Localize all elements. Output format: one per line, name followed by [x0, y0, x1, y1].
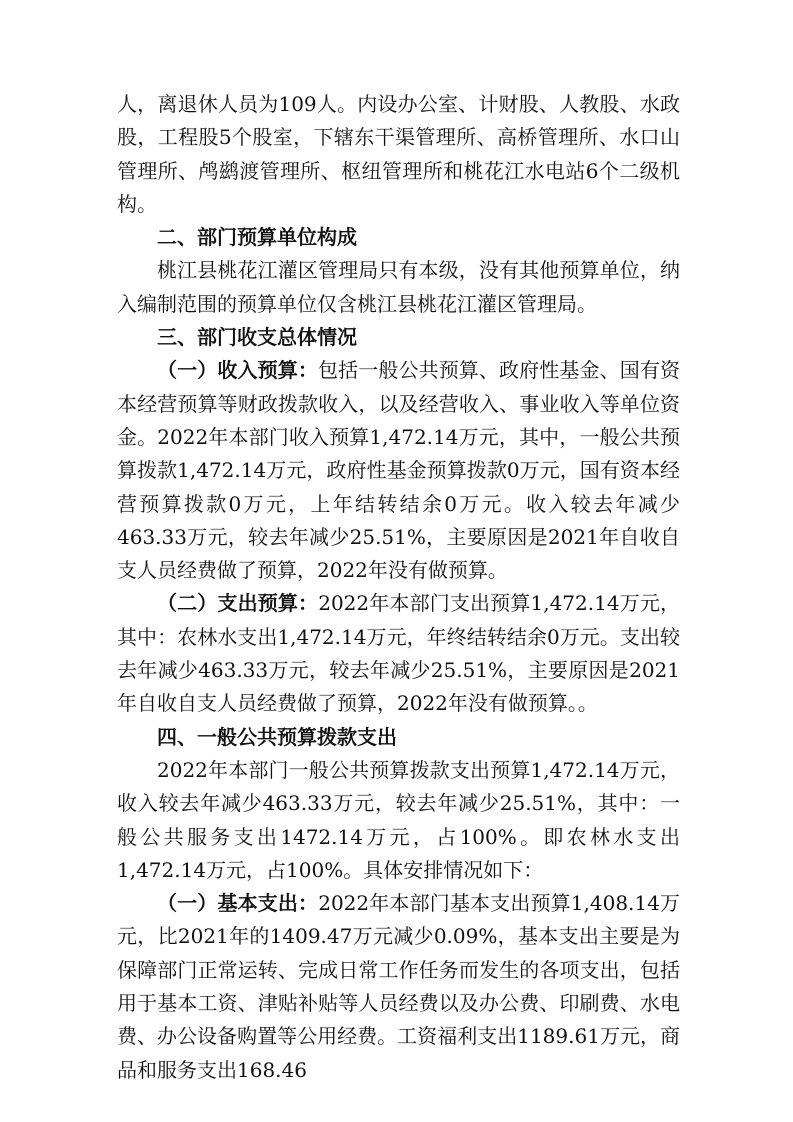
subsection-lead: （一）收入预算： — [157, 358, 318, 383]
body-paragraph: 桃江县桃花江灌区管理局只有本级，没有其他预算单位，纳入编制范围的预算单位仅含桃江县桃花江灌区管理局。 — [117, 258, 680, 316]
income-budget-paragraph — [117, 354, 680, 587]
paragraph-text: 2022年本部门基本支出预算1,408.14万元，比2021年的1409.47万元减少0.09%，基本支出主要是为保障部门正常运转、完成日常工作任务而发生的各项支出，包括用于基本工资、津贴补贴等人员经费以及办公费、印刷费、水电费、办公设备购置等公用经费。工资福利支出1189.61万元，商品和服务支出168.46 — [117, 891, 680, 1082]
paragraph-text: 2022年本部门支出预算1,472.14万元，其中：农林水支出1,472.14万元，年终结转结余0万元。支出较去年减少463.33万元，较去年减少25.51%，主要原因是2021年自收自支人员经费做了预算，2022年没有做预算。。 — [117, 591, 680, 716]
expenditure-budget-paragraph — [117, 587, 680, 720]
paragraph-text: 包括一般公共预算、政府性基金、国有资本经营预算等财政拨款收入，以及经营收入、事业收入等单位资金。2022年本部门收入预算1,472.14万元，其中，一般公共预算拨款1,472.14万元，政府性基金预算拨款0万元，国有资本经营预算拨款0万元，上年结转结余0万元。收入较去年减少463.33万元，较去年减少25.51%，主要原因是2021年自收自支人员经费做了预算，2022年没有做预算。 — [117, 358, 681, 583]
section-heading: 四、一般公共预算拨款支出 — [157, 724, 397, 749]
section-heading: 二、部门预算单位构成 — [157, 225, 357, 250]
document-body — [117, 88, 680, 1087]
basic-expenditure-paragraph — [117, 887, 680, 1087]
body-paragraph: 2022年本部门一般公共预算拨款支出预算1,472.14万元，收入较去年减少463.33万元，较去年减少25.51%，其中：一般公共服务支出1472.14万元，占100%。即农林水支出1,472.14万元，占100%。具体安排情况如下： — [117, 757, 680, 882]
body-paragraph: 人，离退休人员为109人。内设办公室、计财股、人教股、水政股，工程股5个股室，下辖东干渠管理所、高桥管理所、水口山管理所、鸬鹚渡管理所、枢纽管理所和桃花江水电站6个二级机构。 — [117, 92, 680, 216]
section-heading: 三、部门收支总体情况 — [157, 325, 357, 350]
subsection-lead: （一）基本支出： — [157, 891, 319, 916]
subsection-lead: （二）支出预算： — [157, 591, 319, 616]
